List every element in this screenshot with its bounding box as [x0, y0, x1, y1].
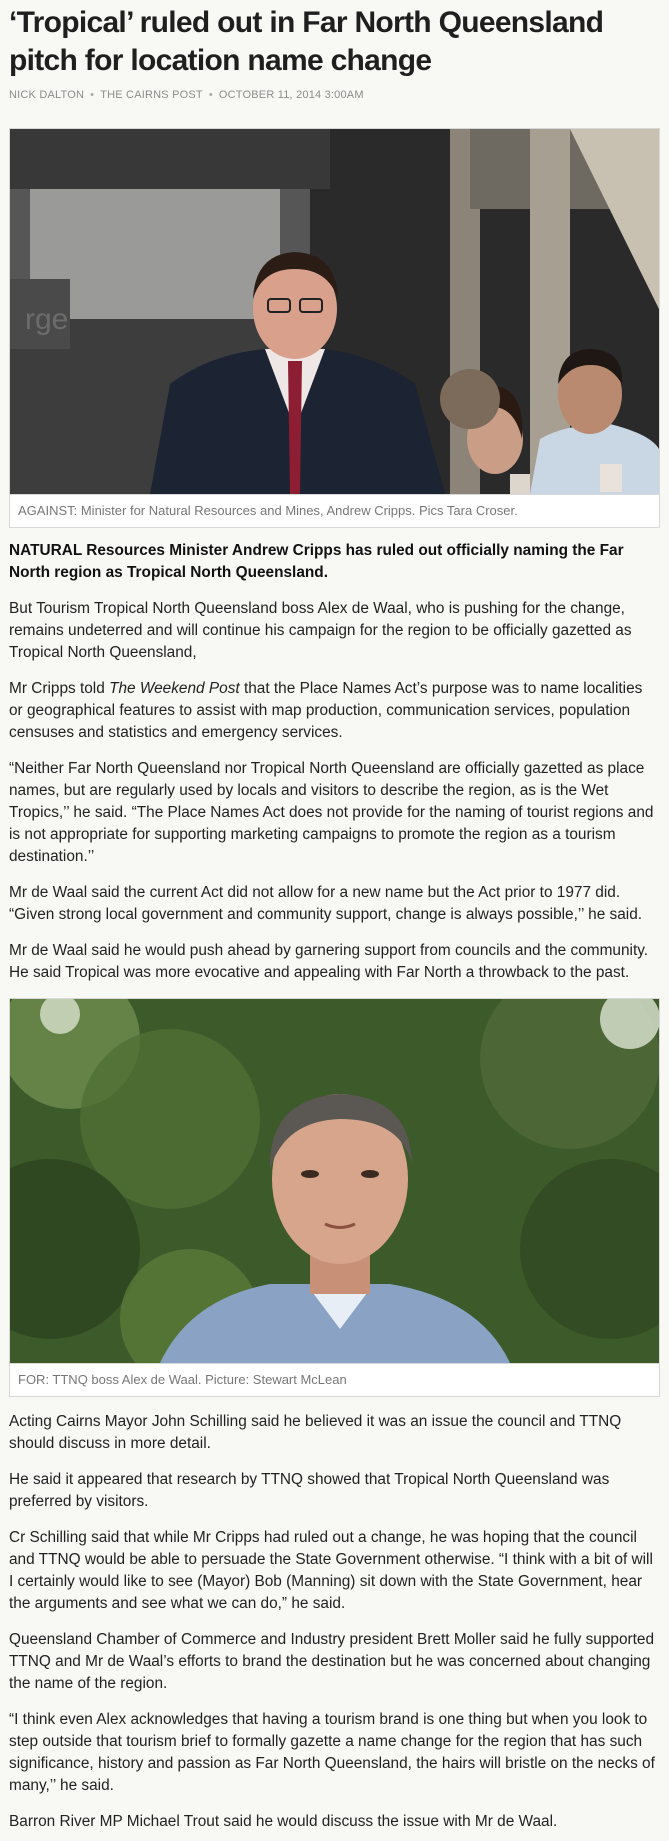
article-paragraph: “I think even Alex acknowledges that having a tourism brand is one thing but when you look to step outside that tourism brief to formally gazette a name change for the region that has such significance, history and passion as Far North Queensland, the hairs will bristle on the necks of many,’’ he said. [9, 1711, 655, 1794]
headline: ‘Tropical’ ruled out in Far North Queensland pitch for location name change [9, 6, 604, 77]
article-paragraph: “Neither Far North Queensland nor Tropical North Queensland are officially gazetted as place names, but are regularly used by locals and visitors to describe the region, as is the Wet Tropics,’’ he said. “The Place Names Act does not provide for the naming of tourist regions and is not appropriate for supporting marketing campaigns to promote the region as a tourism destination.’’ [9, 760, 654, 865]
article-paragraph: He said it appeared that research by TTNQ showed that Tropical North Queensland was preferred by visitors. [9, 1471, 610, 1510]
photo-cripps-illustration [10, 129, 659, 494]
figure-de-waal [9, 998, 660, 1397]
figure-caption: AGAINST: Minister for Natural Resources and Mines, Andrew Cripps. Pics Tara Croser. [10, 494, 659, 527]
article-paragraph: Mr de Waal said the current Act did not allow for a new name but the Act prior to 1977 did. “Given strong local government and community support, change is always possible,’’ he said. [9, 884, 643, 923]
article-paragraph: Queensland Chamber of Commerce and Industry president Brett Moller said he fully supported TTNQ and Mr de Waal’s efforts to brand the destination but he was concerned about changing the name of the region. [9, 1631, 655, 1692]
article-paragraph: Barron River MP Michael Trout said he would discuss the issue with Mr de Waal. [9, 1813, 558, 1830]
photo-wall-lettering: rge [25, 303, 69, 336]
article-paragraph: Acting Cairns Mayor John Schilling said he believed it was an issue the council and TTNQ should discuss in more detail. [9, 1413, 622, 1452]
paragraph-text: Mr Cripps told [9, 680, 110, 697]
article-paragraph: Cr Schilling said that while Mr Cripps had ruled out a change, he was hoping that the council and TTNQ would be able to persuade the State Government otherwise. “I think with a bit of will I certainly would like to see (Mayor) Bob (Manning) sit down with the State Government, hear the arguments and see what we can do,” he said. [9, 1529, 653, 1612]
photo-alex-de-waal [10, 999, 659, 1363]
byline-date: OCTOBER 11, 2014 3:00AM [218, 89, 364, 101]
article-paragraph: Mr de Waal said he would push ahead by garnering support from councils and the community. He said Tropical was more evocative and appealing with Far North a throwback to the past. [9, 942, 649, 981]
figure-cripps [9, 128, 660, 528]
byline-separator: • [90, 89, 95, 101]
byline-publication[interactable]: THE CAIRNS POST [100, 89, 203, 101]
paragraph-text: that the Place Names Act’s purpose was to name localities or geographical features to assist with map production, communication services, population censuses and statistics and emergency services. [9, 680, 643, 741]
figure-caption: FOR: TTNQ boss Alex de Waal. Picture: Stewart McLean [10, 1363, 659, 1396]
byline-separator: • [208, 89, 213, 101]
photo-de-waal-illustration [10, 999, 659, 1363]
article-lead: NATURAL Resources Minister Andrew Cripps has ruled out officially naming the Far North region as Tropical North Queensland. [9, 542, 624, 581]
photo-andrew-cripps [10, 129, 659, 494]
byline [9, 89, 660, 101]
article-paragraph [9, 678, 660, 744]
byline-author[interactable]: NICK DALTON [9, 89, 85, 101]
article-paragraph: But Tourism Tropical North Queensland boss Alex de Waal, who is pushing for the change, remains undeterred and will continue his campaign for the region to be officially gazetted as Tropical North Queensland, [9, 600, 632, 661]
publication-title: The Weekend Post [109, 680, 240, 697]
